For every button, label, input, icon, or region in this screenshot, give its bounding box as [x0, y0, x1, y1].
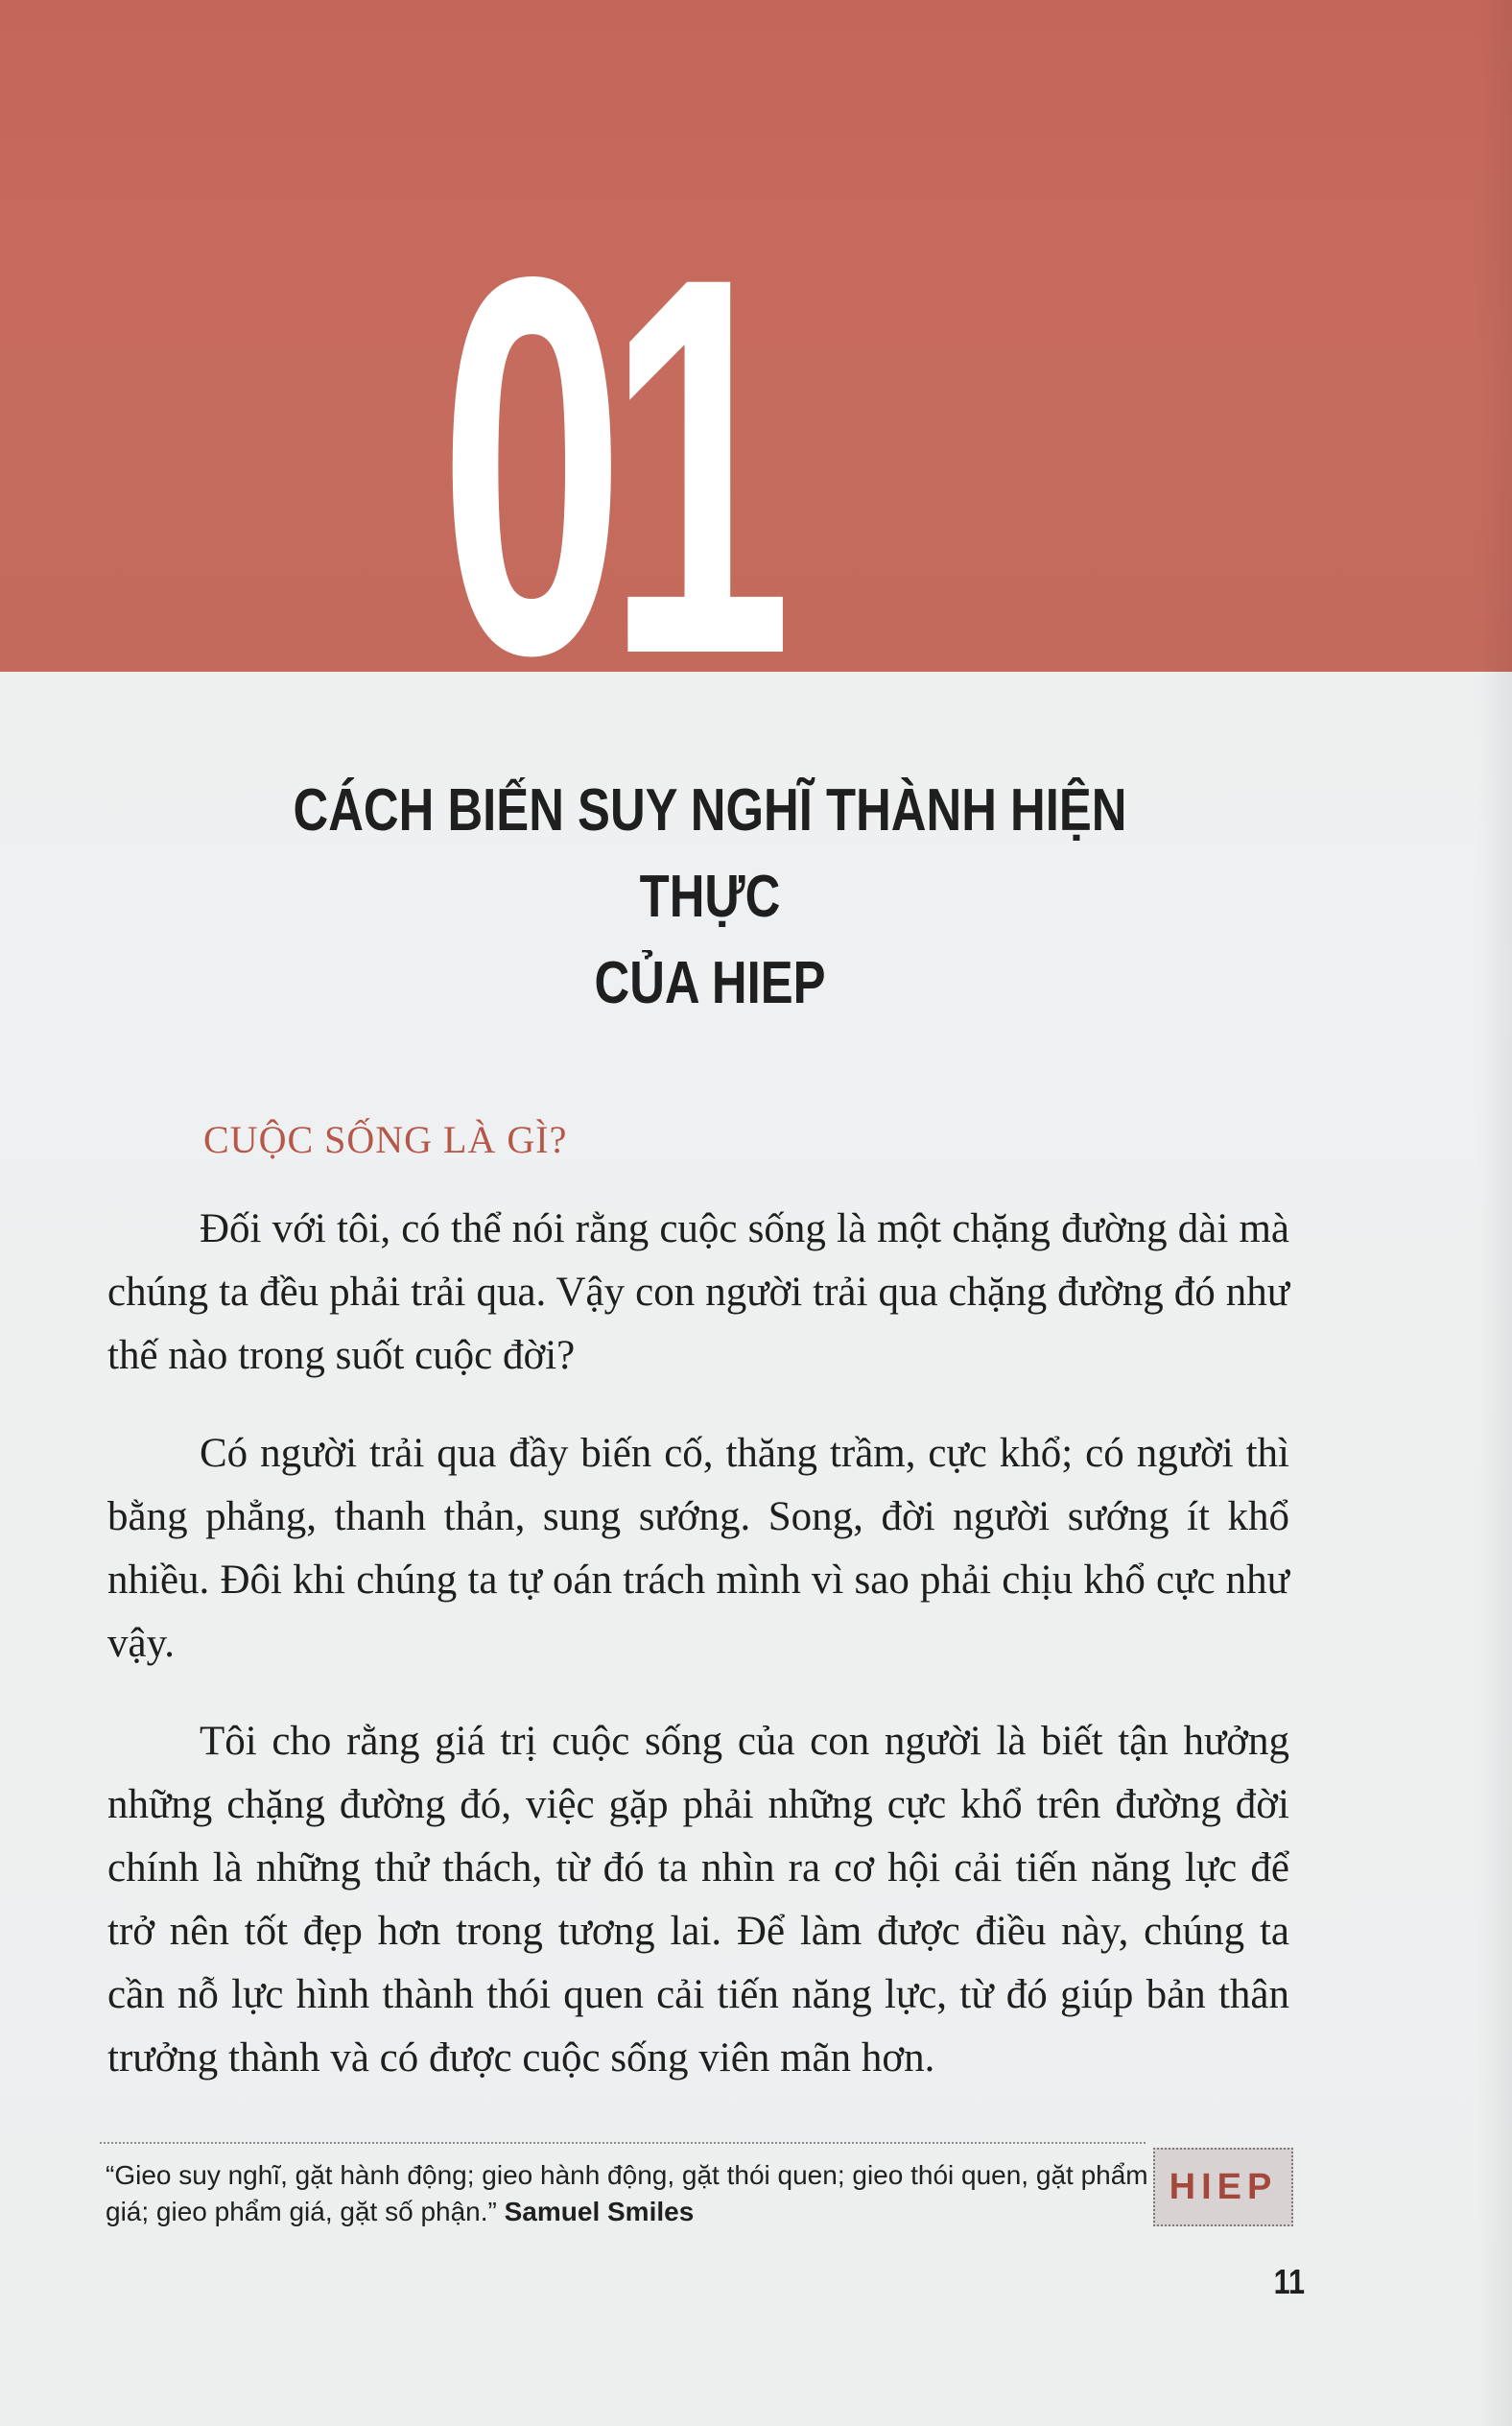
footer-quote-author: Samuel Smiles [504, 2197, 695, 2226]
page-edge-shadow [1477, 0, 1512, 2426]
brand-badge: HIEP [1153, 2148, 1293, 2226]
footer-divider [100, 2142, 1146, 2144]
paragraph-2: Có người trải qua đầy biến cố, thăng trầm, cực khổ; có người thì bằng phẳng, thanh thản, sung sướng. Song, đời người sướng ít khổ nhiều. Đôi khi chúng ta tự oán trách mình vì sao phải chịu khổ cực như vậy. [107, 1431, 1289, 1666]
paragraph-1: Đối với tôi, có thể nói rằng cuộc sống là một chặng đường dài mà chúng ta đều phải trải qua. Vậy con người trải qua chặng đường đó như thế nào trong suốt cuộc đời? [107, 1206, 1289, 1378]
body-text [107, 1198, 1289, 2125]
chapter-title-line-1: CÁCH BIẾN SUY NGHĨ THÀNH HIỆN THỰC [293, 777, 1127, 930]
section-heading: CUỘC SỐNG LÀ GÌ? [203, 1118, 568, 1161]
paragraph-3: Tôi cho rằng giá trị cuộc sống của con người là biết tận hưởng những chặng đường đó, việc gặp phải những cực khổ trên đường đời chính là những thử thách, từ đó ta nhìn ra cơ hội cải tiến năng lực để trở nên tốt đẹp hơn trong tương lai. Để làm được điều này, chúng ta cần nỗ lực hình thành thói quen cải tiến năng lực, từ đó giúp bản thân trưởng thành và có được cuộc sống viên mãn hơn. [107, 1719, 1289, 2081]
page-number: 11 [1273, 2262, 1305, 2301]
chapter-number: 01 [439, 165, 774, 766]
footer-quote-text: “Gieo suy nghĩ, gặt hành động; gieo hành động, gặt thói quen; gieo thói quen, gặt phẩm giá; gieo phẩm giá, gặt số phận.” [106, 2160, 1148, 2226]
chapter-title-line-2: CỦA HIEP [594, 950, 826, 1016]
chapter-title [115, 768, 1305, 1027]
footer-quote [106, 2157, 1151, 2230]
